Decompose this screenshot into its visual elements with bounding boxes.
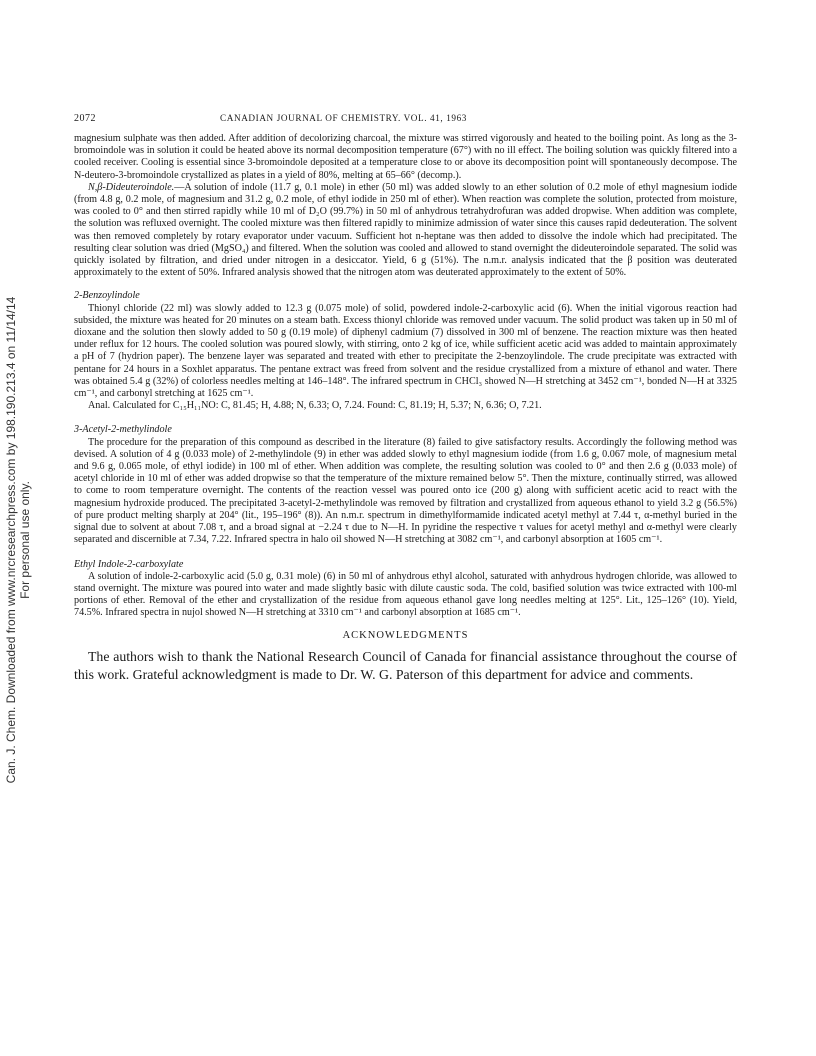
benzoylindole-paragraph: Thionyl chloride (22 ml) was slowly added to 12.3 g (0.075 mole) of solid, powdered indole-2-carboxylic acid (6). When the initial vigorous reaction had subsided, the mixture was heated for 20 minutes on a steam bath. Excess thionyl chloride was removed under vacuum. The solid product was taken up in 50 ml of dioxane and the solution then slowly added to 50 g (0.19 mole) of diphenyl cadmium (7) dissolved in 300 ml of benzene. The reaction mixture was then heated under reflux for 12 hours. The cooled solution was poured slowly, with stirring, onto 2 kg of ice, while sufficient acetic acid was added to maintain approximately a pH of 7 (hydrion paper). The benzene layer was separated and treated with ether to precipitate the 2-benzoylindole. The crude precipitate was extracted with pentane for 24 hours in a Soxhlet apparatus. The pentane extract was freed from solvent and the residue crystallized from a mixture of ethanol and water. There was obtained 5.4 g (32%) of colorless needles melting at 146–148°. The infrared spectrum in CHCl₃ showed N—H stretching at 3452 cm⁻¹, bonded N—H at 3325 cm⁻¹, and carbonyl stretching at 1625 cm⁻¹. <box>74 302 737 400</box>
acknowledgments-text: The authors wish to thank the National Research Council of Canada for financial assistance throughout the course of this work. Grateful acknowledgment is made to Dr. W. G. Paterson of this department for advice and comments. <box>74 648 737 682</box>
running-head <box>74 112 737 128</box>
download-watermark <box>0 0 38 1056</box>
page-number: 2072 <box>74 113 96 124</box>
run-in-heading: N,β-Dideuteroindole. <box>88 181 175 193</box>
section-heading-ethyl-indole-carboxylate: Ethyl Indole-2-carboxylate <box>74 558 184 570</box>
section-heading-acetyl-methylindole: 3-Acetyl-2-methylindole <box>74 424 172 436</box>
watermark-source-line: Can. J. Chem. Downloaded from www.nrcresearchpress.com by 198.190.213.4 on 11/14/14 <box>4 296 18 784</box>
acetyl-methylindole-paragraph: The procedure for the preparation of this compound as described in the literature (8) failed to give satisfactory results. Accordingly the following method was devised. A solution of 4 g (0.033 mole) of 2-methylindole (9) in ether was added slowly to ethyl magnesium iodide (from 1.6 g, 0.067 mole, of magnesium metal and 9.6 g, 0.065 mole, of ethyl iodide) in 100 ml of ether. When addition was complete, the resulting solution was cooled to 0° and then 2.6 g (0.033 mole) of acetyl chloride in 10 ml of ether was added dropwise so that the temperature of the mixture remained below 5°. Then the mixture, continually stirred, was allowed to come to room temperature overnight. The contents of the reaction vessel was poured onto ice (200 g) along with sufficient acetic acid to react with the magnesium hydroxide produced. The precipitated 3-acetyl-2-methylindole was removed by filtration and crystallized from aqueous ethanol to yield 3.2 g (56.5%) of pure product melting sharply at 204° (lit., 195–196° (8)). An n.m.r. spectrum in dimethylformamide indicated acetyl methyl at 7.44 τ, α-methyl buried in the signal due to solvent at about 7.08 τ, and a broad signal at −2.24 τ due to N—H. In pyridine the respective τ values for acetyl methyl and α-methyl were clearly separated and discernible at 7.34, 7.22. Infrared spectra in halo oil showed N—H stretching at 3082 cm⁻¹, and carbonyl absorption at 1605 cm⁻¹. <box>74 436 737 546</box>
acknowledgments-heading: ACKNOWLEDGMENTS <box>342 629 469 641</box>
journal-title: CANADIAN JOURNAL OF CHEMISTRY. VOL. 41, 1963 <box>220 113 467 123</box>
section-heading-benzoylindole: 2-Benzoylindole <box>74 290 140 302</box>
paragraph-text: —A solution of indole (11.7 g, 0.1 mole) in ether (50 ml) was added slowly to an ether solution of 0.2 mole of ethyl magnesium iodide (from 4.8 g, 0.2 mole, of magnesium and 31.2 g, 0.2 mole, of ethyl iodide in 250 ml of ether). When reaction was complete the solution, protected from moisture, was cooled to 0° and then stirred rapidly while 10 ml of D₂O (99.7%) in 50 ml of anhydrous tetrahydrofuran was added dropwise. When addition was complete, the solution was refluxed overnight. The cooled mixture was then filtered rapidly to minimize admission of water since this causes rapid dedeuteration. The solvent was then removed completely by rotary evaporator under vacuum. Sufficient hot n-heptane was then added to dissolve the indole which had precipitated. The resulting clear solution was dried (MgSO₄) and filtered. When the solution was cooled and allowed to stand overnight the dideuteroindole separated. The solid was quickly isolated by filtration, and dried under nitrogen in a desiccator. Yield, 6 g (51%). The n.m.r. analysis indicated that the β position was deuterated approximately to the extent of 50%. Infrared analysis showed that the nitrogen atom was deuterated approximately to the extent of 50%. <box>74 181 737 279</box>
watermark-usage-line: For personal use only. <box>18 481 32 599</box>
journal-page <box>74 112 737 684</box>
dideuteroindole-paragraph <box>74 182 737 280</box>
ethyl-indole-carboxylate-paragraph: A solution of indole-2-carboxylic acid (5.0 g, 0.31 mole) (6) in 50 ml of anhydrous ethyl alcohol, saturated with anhydrous hydrogen chloride, was allowed to stand overnight. The mixture was poured into water and made slightly basic with dilute caustic soda. The cold, basified solution was twice extracted with 100-ml portions of ether. Removal of the ether and crystallization of the residue from aqueous ethanol gave long needles melting at 125°. Lit., 125–126° (10). Yield, 74.5%. Infrared spectra in nujol showed N—H stretching at 3310 cm⁻¹ and carbonyl absorption at 1685 cm⁻¹. <box>74 570 737 619</box>
analysis-paragraph: Anal. Calculated for C₁₅H₁₁NO: C, 81.45; H, 4.88; N, 6.33; O, 7.24. Found: C, 81.19; H, 5.37; N, 6.36; O, 7.21. <box>88 400 542 412</box>
continued-paragraph: magnesium sulphate was then added. After addition of decolorizing charcoal, the mixture was stirred vigorously and heated to the boiling point. As long as the 3-bromoindole was in solution it could be heated above its normal decomposition temperature (67°) with no ill effect. The boiling solution was quickly filtered into a cooled receiver. Cooling is essential since 3-bromoindole deposited at a temperature close to or above its decomposition point will spontaneously decompose. The N-deutero-3-bromoindole crystallized as plates in a yield of 80%, melting at 65–66° (decomp.). <box>74 133 737 181</box>
